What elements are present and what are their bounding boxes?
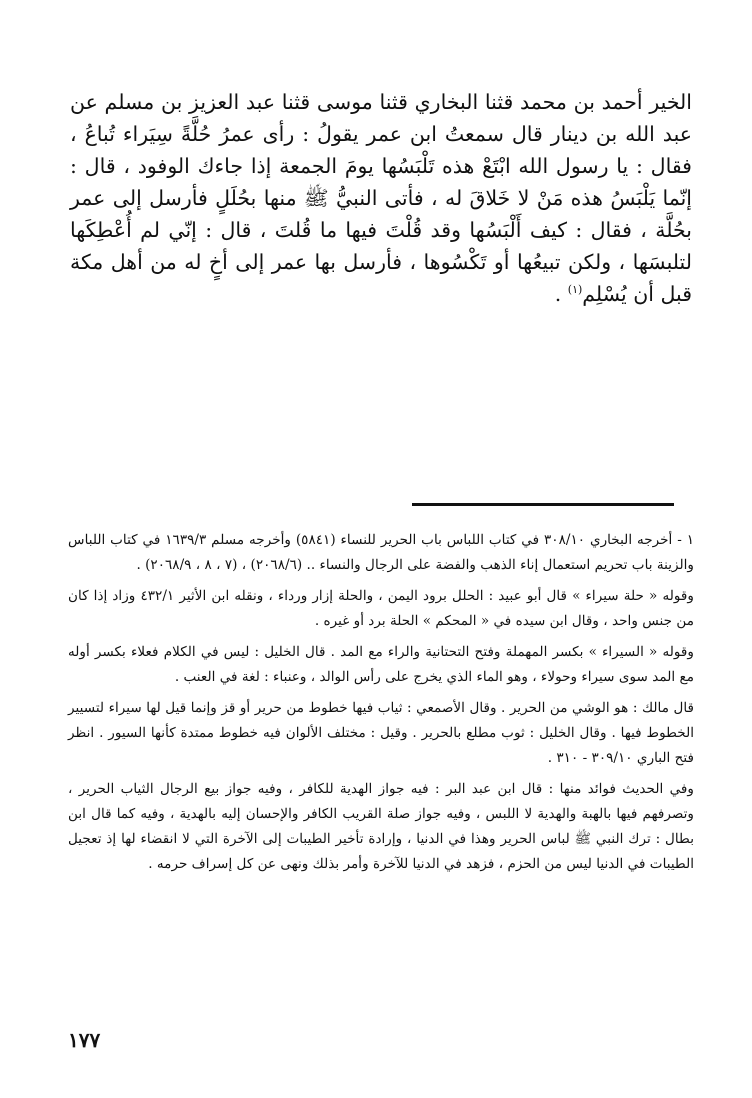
footnote-marker: (١) <box>567 283 583 297</box>
footnote-hulla: وقوله « حلة سيراء » قال أبو عبيد : الحلل برود اليمن ، والحلة إزار ورداء ، ونقله ابن الأثير ٤٣٢/١ وزاد إذا كان من جنس واحد ، وقال ابن سيده في « المحكم » الحلة برد أو غيره . <box>68 588 694 629</box>
footnotes <box>68 528 694 883</box>
hadith-body: الخير أحمد بن محمد قثنا البخاري قثنا موسى قثنا عبد العزيز بن مسلم عن عبد الله بن دينار قال سمعتُ ابن عمر يقولُ : رأى عمرُ حُلَّةً سِيَراء تُباعُ ، فقال : يا رسول الله ابْتَعْ هذه تَلْبَسُها يومَ الجمعة إذا جاءك الوفود ، قال : إنّما يَلْبَسُ هذه مَنْ لا خَلاقَ له ، فأتى النبيُّ ﷺ منها بحُلَلٍ فأرسل إلى عمر بحُلَّة ، فقال : كيف أَلْبَسُها وقد قُلْتَ فيها ما قُلتَ ، قال : إنّي لم أُعْطِكَها لتلبسَها ، ولكن تبيعُها أو تَكْسُوها ، فأرسل بها عمر إلى أخٍ له من أهل مكة قبل أن يُسْلِم <box>70 90 692 306</box>
footnote-divider <box>412 503 674 506</box>
page-number: ١٧٧ <box>68 1028 101 1052</box>
footnote-benefits: وفي الحديث فوائد منها : قال ابن عبد البر : فيه جواز الهدية للكافر ، وفيه جواز بيع الرجال الثياب الحرير ، وتصرفهم فيها بالهبة والهدية لا اللبس ، وفيه جواز صلة القريب الكافر والإحسان إليه بالهدية ، وفيه كما قال ابن بطال : ترك النبي ﷺ لباس الحرير وهذا في الدنيا ، وإرادة تأخير الطيبات إلى الآخرة التي لا انقضاء لها إذ تعجيل الطيبات في الدنيا ليس من الحزم ، فزهد في الدنيا للآخرة وأمر بذلك ونهى عن كل إسراف حرمه . <box>68 781 694 872</box>
footnote-takhrij: ١ - أخرجه البخاري ٣٠٨/١٠ في كتاب اللباس باب الحرير للنساء (٥٨٤١) وأخرجه مسلم ١٦٣٩/٣ في كتاب اللباس والزينة باب تحريم استعمال إناء الذهب والفضة على الرجال والنساء .. (٢٠٦٨/٦) ، (٧ ، ٨ ، ٢٠٦٨/٩) . <box>68 532 694 573</box>
hadith-text <box>70 86 692 310</box>
footnote-siyara: وقوله « السيراء » بكسر المهملة وفتح التحتانية والراء مع المد . قال الخليل : ليس في الكلام فعلاء بكسر أوله مع المد سوى سيراء وحولاء ، وهو الماء الذي يخرج على رأس الوالد ، وعنباء : لغة في العنب . <box>68 644 694 685</box>
footnote-malik: قال مالك : هو الوشي من الحرير . وقال الأصمعي : ثياب فيها خطوط من حرير أو قز وإنما قيل لها سيراء لتسيير الخطوط فيها . وقال الخليل : ثوب مطلع بالحرير . وقيل : مختلف الألوان فيه خطوط ممتدة كأنها السيور . انظر فتح الباري ٣٠٩/١٠ - ٣١٠ . <box>68 700 694 766</box>
hadith-end: . <box>554 282 568 306</box>
hadith-paragraph <box>70 86 692 310</box>
